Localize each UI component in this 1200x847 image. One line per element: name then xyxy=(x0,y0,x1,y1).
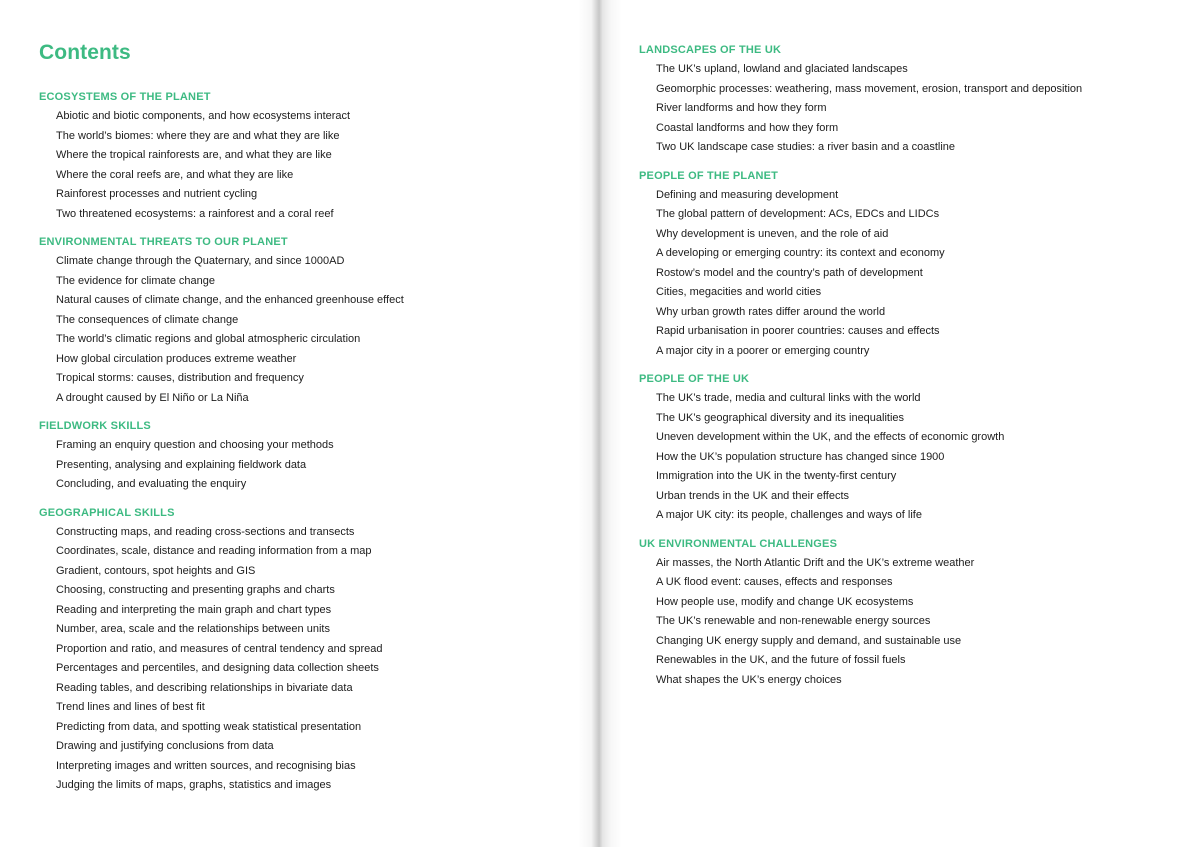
contents-entry: Rapid urbanisation in poorer countries: causes and effects xyxy=(656,325,940,337)
section-entry-list xyxy=(639,389,1199,526)
section-entry-list xyxy=(39,107,599,224)
contents-section xyxy=(39,416,599,495)
contents-section xyxy=(39,503,599,796)
contents-entry: Percentages and percentiles, and designing data collection sheets xyxy=(56,662,379,674)
contents-entry: Coastal landforms and how they form xyxy=(656,121,839,134)
contents-entry: Trend lines and lines of best fit xyxy=(56,701,205,713)
contents-entry: Renewables in the UK, and the future of fossil fuels xyxy=(656,654,906,666)
section-heading: GEOGRAPHICAL SKILLS xyxy=(39,506,175,519)
contents-entry: Urban trends in the UK and their effects xyxy=(656,489,850,502)
contents-entry: Tropical storms: causes, distribution and frequency xyxy=(56,372,304,384)
contents-entry: The UK’s upland, lowland and glaciated landscapes xyxy=(656,63,908,75)
contents-entry: Reading tables, and describing relationships in bivariate data xyxy=(56,681,353,694)
section-entry-list xyxy=(39,252,599,408)
section-entry-list xyxy=(639,554,1199,691)
section-entry-list xyxy=(39,523,599,796)
contents-entry: Natural causes of climate change, and the enhanced greenhouse effect xyxy=(56,294,404,306)
section-heading: PEOPLE OF THE PLANET xyxy=(639,169,779,182)
contents-section xyxy=(639,40,1199,158)
contents-entry: Gradient, contours, spot heights and GIS xyxy=(56,564,256,577)
left-contents-column xyxy=(39,87,599,796)
contents-entry: How the UK’s population structure has changed since 1900 xyxy=(656,450,945,463)
contents-entry: A drought caused by El Niño or La Niña xyxy=(56,391,249,404)
contents-entry: Predicting from data, and spotting weak statistical presentation xyxy=(56,720,362,733)
book-gutter-shadow xyxy=(578,0,622,847)
section-heading: PEOPLE OF THE UK xyxy=(639,373,750,385)
contents-entry: The global pattern of development: ACs, EDCs and LIDCs xyxy=(656,208,940,220)
section-entry-list xyxy=(639,60,1199,158)
contents-entry: Choosing, constructing and presenting graphs and charts xyxy=(56,584,335,596)
contents-entry: Presenting, analysing and explaining fieldwork data xyxy=(56,458,307,471)
contents-entry: Rainforest processes and nutrient cycling xyxy=(56,188,258,200)
contents-entry: Coordinates, scale, distance and reading information from a map xyxy=(56,545,372,557)
section-entry-list xyxy=(639,186,1199,362)
contents-entry: Cities, megacities and world cities xyxy=(656,286,822,298)
contents-entry: Why development is uneven, and the role of aid xyxy=(656,227,889,240)
section-entry-list xyxy=(39,436,599,495)
contents-entry: Drawing and justifying conclusions from data xyxy=(56,740,274,752)
contents-entry: Interpreting images and written sources, and recognising bias xyxy=(56,759,356,772)
contents-entry: Changing UK energy supply and demand, and sustainable use xyxy=(656,634,962,647)
contents-entry: Why urban growth rates differ around the world xyxy=(656,305,886,318)
section-heading: LANDSCAPES OF THE UK xyxy=(639,44,782,56)
contents-entry: Climate change through the Quaternary, and since 1000AD xyxy=(56,255,345,267)
contents-entry: Defining and measuring development xyxy=(656,188,839,201)
contents-entry: The UK’s renewable and non-renewable energy sources xyxy=(656,615,931,627)
contents-entry: Number, area, scale and the relationships between units xyxy=(56,623,330,635)
contents-entry: A major UK city: its people, challenges and ways of life xyxy=(656,509,922,521)
contents-entry: The world’s climatic regions and global atmospheric circulation xyxy=(56,333,361,345)
contents-entry: The consequences of climate change xyxy=(56,313,239,326)
section-heading: ENVIRONMENTAL THREATS TO OUR PLANET xyxy=(39,236,288,248)
contents-entry: Where the tropical rainforests are, and what they are like xyxy=(56,149,332,161)
contents-entry: The UK’s geographical diversity and its inequalities xyxy=(656,411,905,424)
contents-section xyxy=(639,369,1199,526)
contents-section xyxy=(639,166,1199,362)
contents-entry: The UK’s trade, media and cultural links with the world xyxy=(656,392,921,404)
contents-entry: River landforms and how they form xyxy=(656,102,827,114)
contents-entry: Air masses, the North Atlantic Drift and the UK’s extreme weather xyxy=(656,556,975,569)
contents-entry: A UK flood event: causes, effects and responses xyxy=(656,576,893,588)
section-heading: ECOSYSTEMS OF THE PLANET xyxy=(39,91,211,103)
contents-entry: How global circulation produces extreme weather xyxy=(56,352,297,365)
contents-entry: How people use, modify and change UK ecosystems xyxy=(656,595,914,608)
contents-section xyxy=(39,232,599,408)
contents-entry: Constructing maps, and reading cross-sections and transects xyxy=(56,525,355,538)
contents-entry: Proportion and ratio, and measures of central tendency and spread xyxy=(56,642,383,655)
contents-entry: What shapes the UK’s energy choices xyxy=(656,673,842,686)
contents-entry: A developing or emerging country: its context and economy xyxy=(656,247,945,259)
contents-entry: Framing an enquiry question and choosing your methods xyxy=(56,439,334,451)
contents-entry: The world’s biomes: where they are and what they are like xyxy=(56,129,340,142)
section-heading: FIELDWORK SKILLS xyxy=(39,420,151,432)
contents-entry: Rostow’s model and the country’s path of development xyxy=(656,266,923,279)
contents-entry: Where the coral reefs are, and what they are like xyxy=(56,168,294,181)
right-contents-column xyxy=(639,40,1199,690)
contents-entry: Two UK landscape case studies: a river basin and a coastline xyxy=(656,141,955,153)
contents-entry: Two threatened ecosystems: a rainforest and a coral reef xyxy=(56,207,334,220)
contents-entry: Uneven development within the UK, and the effects of economic growth xyxy=(656,431,1005,443)
contents-entry: Judging the limits of maps, graphs, statistics and images xyxy=(56,779,332,791)
contents-entry: Abiotic and biotic components, and how ecosystems interact xyxy=(56,110,351,122)
contents-section xyxy=(639,534,1199,691)
page-title: Contents xyxy=(39,41,131,64)
contents-entry: The evidence for climate change xyxy=(56,274,215,287)
contents-entry: Reading and interpreting the main graph and chart types xyxy=(56,603,332,616)
contents-entry: Concluding, and evaluating the enquiry xyxy=(56,478,247,490)
contents-entry: Geomorphic processes: weathering, mass movement, erosion, transport and deposition xyxy=(656,82,1083,95)
right-page xyxy=(600,0,1200,847)
section-heading: UK ENVIRONMENTAL CHALLENGES xyxy=(639,537,838,550)
contents-entry: A major city in a poorer or emerging country xyxy=(656,344,870,357)
contents-section xyxy=(39,87,599,224)
contents-entry: Immigration into the UK in the twenty-first century xyxy=(656,470,897,482)
